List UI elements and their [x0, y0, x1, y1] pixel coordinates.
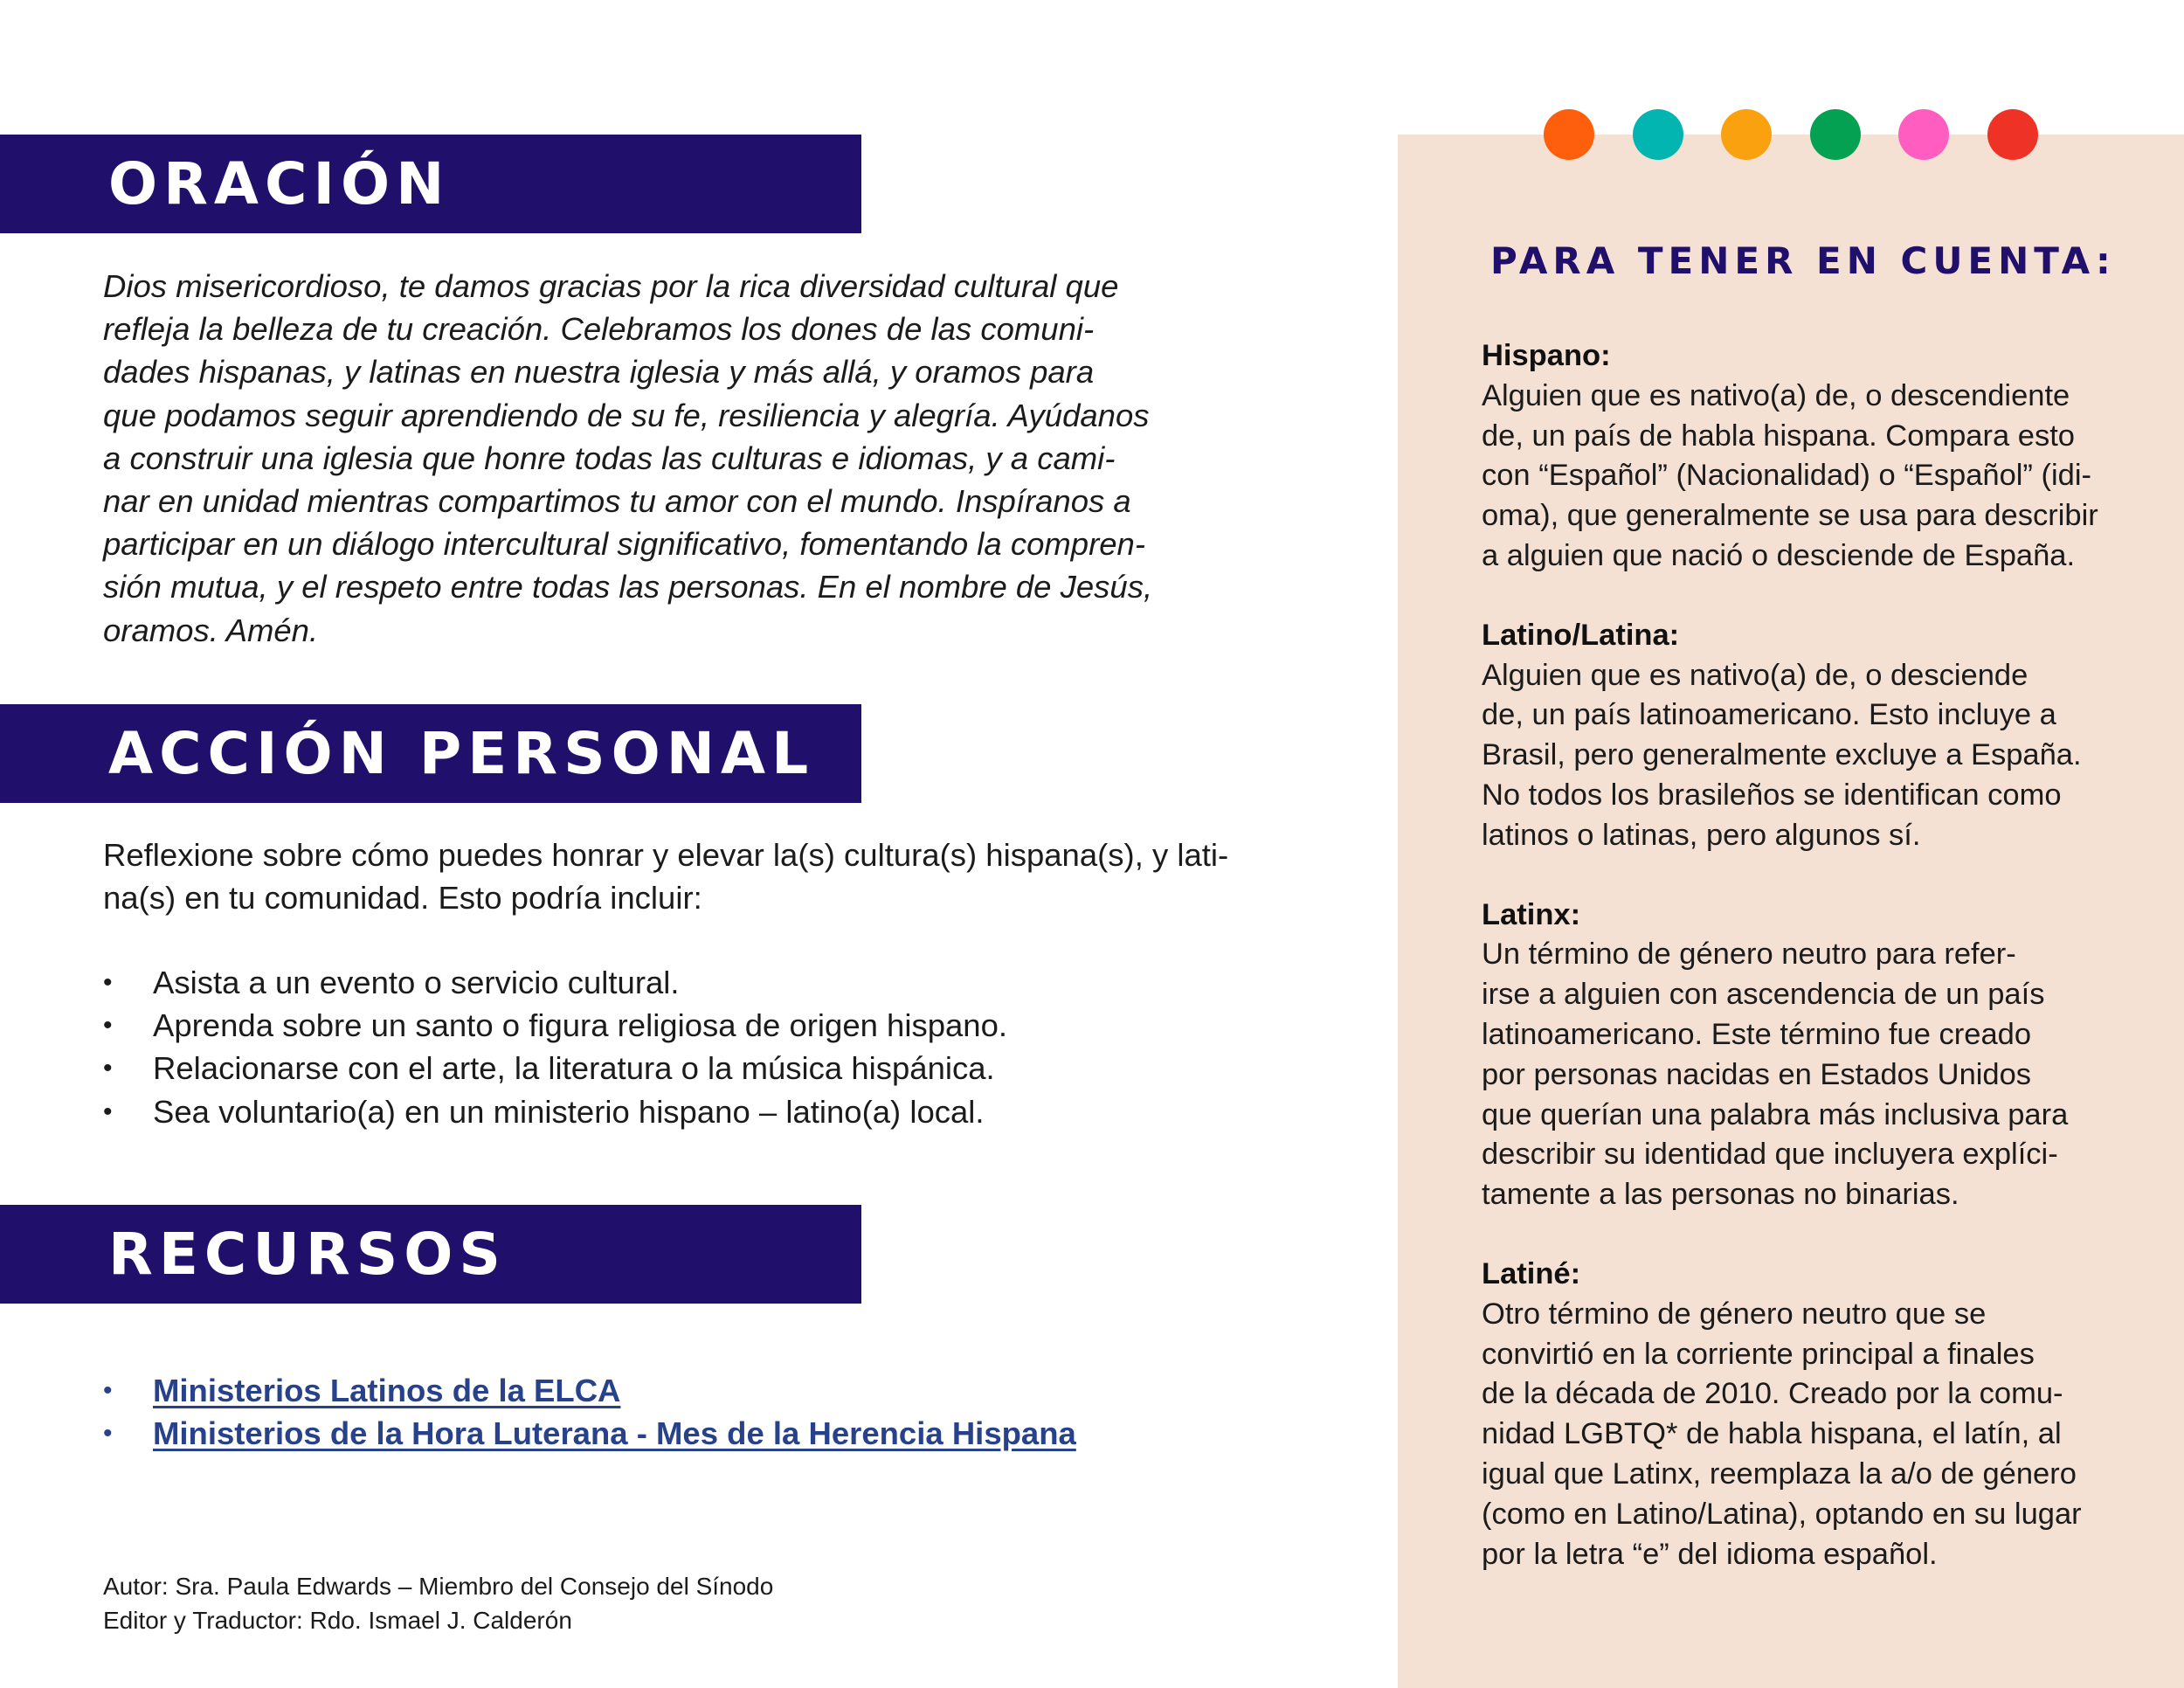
action-list-item: • Aprenda sobre un santo o figura religiosa de origen hispano.: [103, 1004, 1007, 1047]
term-line: a alguien que nació o desciende de España.: [1482, 538, 2076, 572]
term-latino-latina: [1482, 616, 2163, 856]
prayer-line: refleja la belleza de tu creación. Celebramos los dones de las comuni-: [103, 311, 1095, 348]
oracion-banner: [0, 135, 861, 233]
action-list: [103, 961, 1007, 1133]
prayer-line: oramos. Amén.: [103, 612, 319, 648]
term-line: tamente a las personas no binarias.: [1482, 1178, 1959, 1212]
green-dot: [1810, 109, 1861, 160]
sidebar-title: PARA TENER EN CUENTA:: [1490, 239, 2116, 282]
term-line: (como en Latino/Latina), optando en su lugar: [1482, 1497, 2082, 1531]
term-line: Un término de género neutro para refer-: [1482, 937, 2016, 972]
term-title: Latiné:: [1482, 1256, 1581, 1290]
action-intro-line: na(s) en tu comunidad. Esto podría incluir:: [103, 880, 702, 917]
term-latinx: [1482, 896, 2163, 1215]
credits: [103, 1569, 773, 1637]
term-definition: [1482, 1295, 2163, 1575]
term-line: convirtió en la corriente principal a finales: [1482, 1337, 2035, 1371]
link-hora-luterana-herencia-hispana[interactable]: Ministerios de la Hora Luterana - Mes de la Herencia Hispana: [153, 1415, 1076, 1452]
term-definition: [1482, 935, 2163, 1215]
yellow-dot: [1721, 109, 1772, 160]
action-intro: [103, 834, 1361, 919]
author-credit: Autor: Sra. Paula Edwards – Miembro del Consejo del Sínodo: [103, 1573, 774, 1600]
term-line: oma), que generalmente se usa para describir: [1482, 499, 2098, 533]
pink-dot: [1898, 109, 1949, 160]
red-dot: [1987, 109, 2038, 160]
resource-link-item: [103, 1369, 1076, 1412]
term-title: Hispano:: [1482, 339, 1611, 372]
term-title: Latino/Latina:: [1482, 618, 1680, 652]
term-line: que querían una palabra más inclusiva para: [1482, 1097, 2069, 1131]
term-line: de, un país de habla hispana. Compara esto: [1482, 419, 2075, 453]
term-line: de, un país latinoamericano. Esto incluye a: [1482, 698, 2056, 732]
term-line: de la década de 2010. Creado por la comu-: [1482, 1377, 2063, 1411]
editor-credit: Editor y Traductor: Rdo. Ismael J. Calderón: [103, 1607, 572, 1634]
term-line: por la letra “e” del idioma español.: [1482, 1537, 1938, 1571]
term-line: No todos los brasileños se identifican como: [1482, 778, 2062, 812]
resource-links: [103, 1369, 1076, 1455]
color-dots: [1544, 109, 2038, 160]
recursos-heading: RECURSOS: [108, 1220, 507, 1288]
action-list-item: • Relacionarse con el arte, la literatura o la música hispánica.: [103, 1047, 1007, 1090]
teal-dot: [1633, 109, 1683, 160]
term-hispano: [1482, 336, 2163, 577]
oracion-heading: ORACIÓN: [108, 149, 451, 218]
accion-banner: [0, 704, 861, 803]
terms-list: [1482, 336, 2163, 1614]
prayer-line: participar en un diálogo intercultural significativo, fomentando la compren-: [103, 526, 1145, 563]
action-list-item: • Sea voluntario(a) en un ministerio hispano – latino(a) local.: [103, 1090, 1007, 1133]
prayer-line: sión mutua, y el respeto entre todas las personas. En el nombre de Jesús,: [103, 569, 1153, 605]
term-line: Alguien que es nativo(a) de, o descendiente: [1482, 378, 2070, 412]
action-list-item: • Asista a un evento o servicio cultural.: [103, 961, 1007, 1004]
term-latine: [1482, 1255, 2163, 1574]
prayer-line: dades hispanas, y latinas en nuestra iglesia y más allá, y oramos para: [103, 354, 1095, 391]
term-line: Brasil, pero generalmente excluye a España.: [1482, 738, 2082, 772]
prayer-line: nar en unidad mientras compartimos tu amor con el mundo. Inspíranos a: [103, 483, 1131, 520]
accion-heading: ACCIÓN PERSONAL: [108, 719, 815, 787]
link-ministerios-latinos-elca[interactable]: Ministerios Latinos de la ELCA: [153, 1373, 621, 1408]
prayer-line: Dios misericordioso, te damos gracias por la rica diversidad cultural que: [103, 268, 1119, 304]
prayer-line: que podamos seguir aprendiendo de su fe, resiliencia y alegría. Ayúdanos: [103, 397, 1150, 433]
term-line: nidad LGBTQ* de habla hispana, el latín, al: [1482, 1417, 2062, 1451]
term-line: con “Español” (Nacionalidad) o “Español” (idi-: [1482, 459, 2091, 493]
prayer-text: [103, 265, 1361, 652]
term-title: Latinx:: [1482, 897, 1581, 931]
term-line: igual que Latinx, reemplaza la a/o de género: [1482, 1456, 2077, 1491]
term-line: Otro término de género neutro que se: [1482, 1297, 1987, 1331]
term-line: latinoamericano. Este término fue creado: [1482, 1017, 2032, 1051]
recursos-banner: [0, 1205, 861, 1304]
term-line: Alguien que es nativo(a) de, o desciende: [1482, 658, 2028, 692]
action-intro-line: Reflexione sobre cómo puedes honrar y elevar la(s) cultura(s) hispana(s), y lati-: [103, 837, 1229, 873]
term-line: por personas nacidas en Estados Unidos: [1482, 1057, 2032, 1091]
term-line: latinos o latinas, pero algunos sí.: [1482, 818, 1921, 852]
resource-link-item: [103, 1412, 1076, 1455]
orange-dot: [1544, 109, 1594, 160]
term-definition: [1482, 377, 2163, 577]
prayer-line: a construir una iglesia que honre todas las culturas e idiomas, y a cami-: [103, 439, 1116, 476]
term-definition: [1482, 656, 2163, 856]
term-line: describir su identidad que incluyera explíci-: [1482, 1138, 2058, 1172]
term-line: irse a alguien con ascendencia de un país: [1482, 978, 2045, 1012]
